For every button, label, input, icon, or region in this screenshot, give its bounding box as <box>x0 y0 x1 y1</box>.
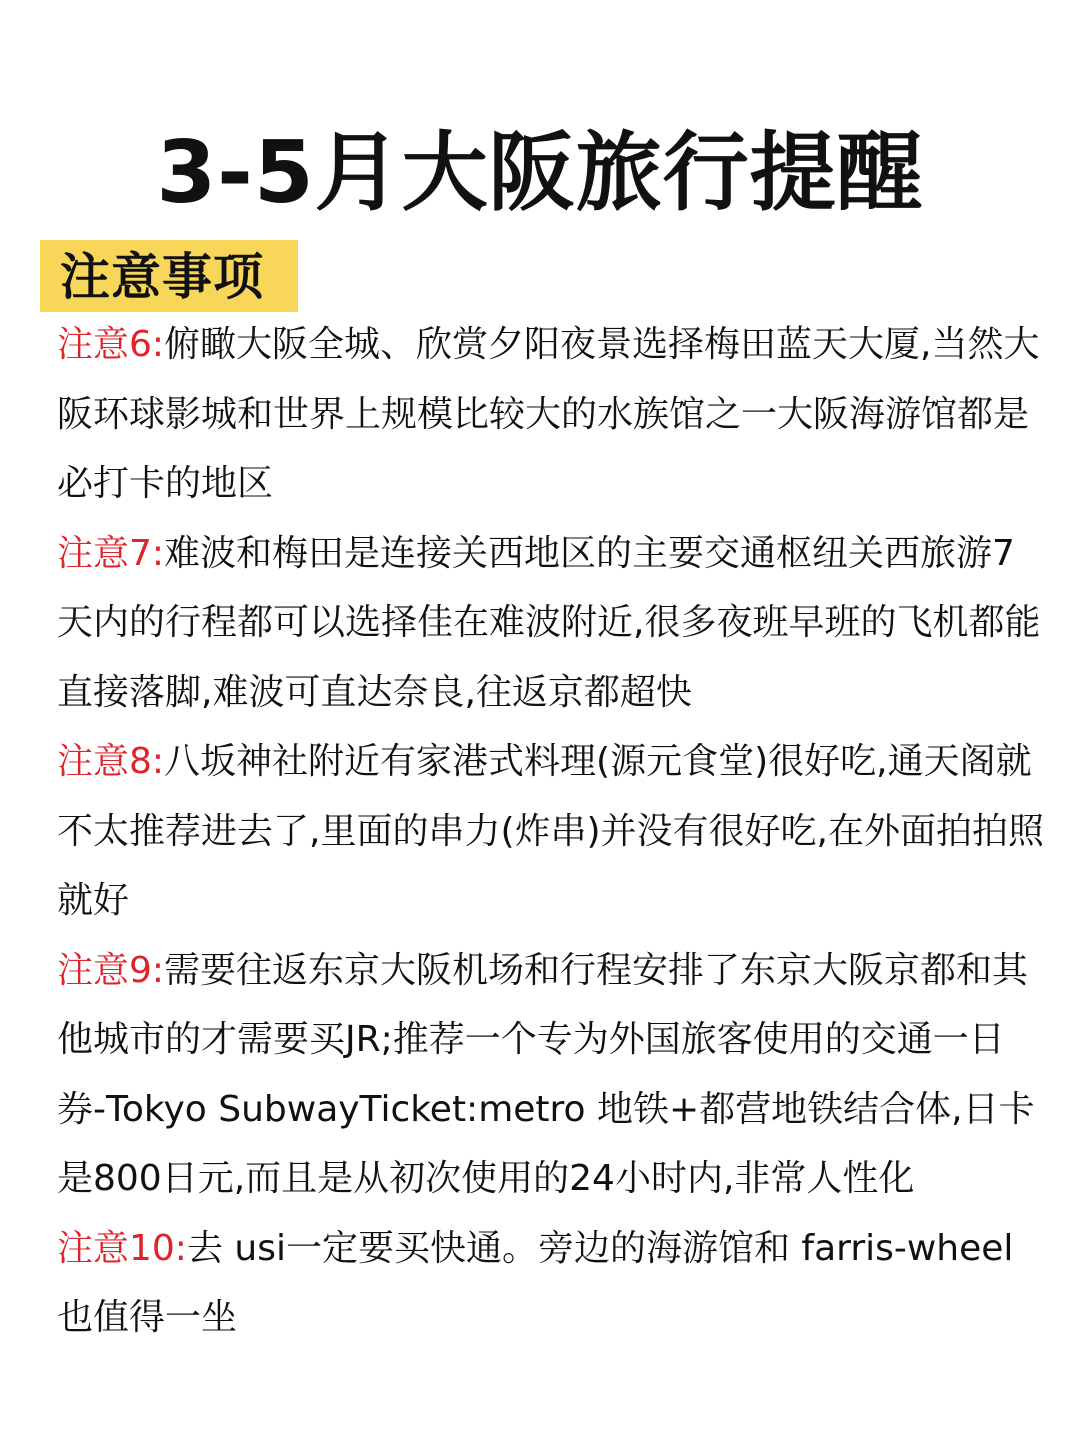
note-text: 俯瞰大阪全城、欣赏夕阳夜景选择梅田蓝天大厦,当然大阪环球影城和世界上规模比较大的水族馆之一大阪海游馆都是必打卡的地区 <box>57 324 1040 504</box>
note-label: 注意7: <box>57 532 165 574</box>
note-text: 难波和梅田是连接关西地区的主要交通枢纽关西旅游7天内的行程都可以选择佳在难波附近,很多夜班早班的飞机都能直接落脚,难波可直达奈良,往返京都超快 <box>57 532 1041 713</box>
note-text: 去 usi一定要买快通。旁边的海游馆和 farris-wheel也值得一坐 <box>57 1227 1014 1338</box>
note-item <box>57 936 1047 1214</box>
note-item <box>57 727 1047 936</box>
page-title: 3-5月大阪旅行提醒 <box>156 123 924 223</box>
notes-list <box>57 310 1047 1353</box>
note-label: 注意9: <box>57 949 165 991</box>
note-item <box>57 1214 1047 1353</box>
note-text: 需要往返东京大阪机场和行程安排了东京大阪京都和其他城市的才需要买JR;推荐一个专为外国旅客使用的交通一日券-Tokyo SubwayTicket:metro 地铁+都营地铁结合体,日卡是800日元,而且是从初次使用的24小时内,非常人性化 <box>57 949 1035 1199</box>
note-item <box>57 310 1047 519</box>
note-text: 八坂神社附近有家港式料理(源元食堂)很好吃,通天阁就不太推荐进去了,里面的串力(炸串)并没有很好吃,在外面拍拍照就好 <box>57 741 1044 921</box>
note-label: 注意6: <box>57 324 165 365</box>
section-heading: 注意事项 <box>60 248 264 306</box>
note-label: 注意8: <box>57 741 165 782</box>
note-label: 注意10: <box>57 1227 187 1269</box>
note-item <box>57 519 1047 728</box>
